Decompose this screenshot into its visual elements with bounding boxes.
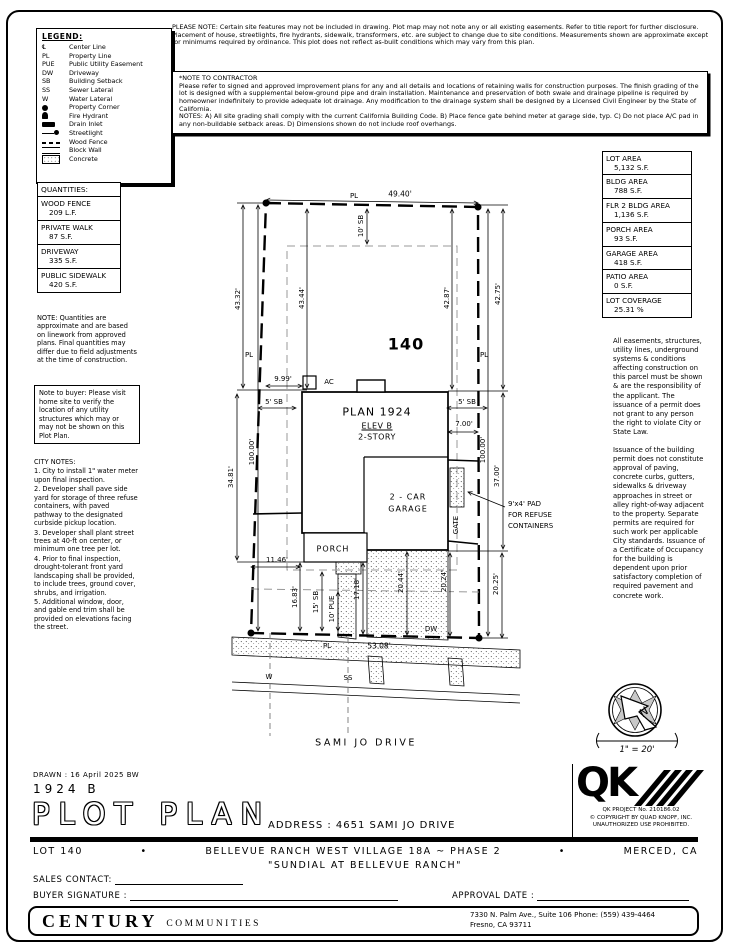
dim-left-outer: 43.32' bbox=[234, 288, 242, 310]
easement-note: All easements, structures, utility lines, underground systems & conditions affecting construction on this parcel must be shown & are the responsibility of the applicant. The issuance of a permit does not grant to any person the right to violate City or State Law. bbox=[613, 337, 703, 436]
dim-front-setback: 10' SB bbox=[357, 214, 365, 238]
centerline-symbol: ℄ bbox=[42, 43, 47, 52]
dim-rear-setback: 15' SB bbox=[312, 590, 320, 614]
area-row: GARAGE AREA 418 S.F. bbox=[602, 246, 692, 271]
north-arrow-icon bbox=[609, 684, 661, 736]
elevation-label: ELEV B bbox=[361, 421, 393, 431]
buyer-signature-line: BUYER SIGNATURE : bbox=[33, 891, 398, 901]
qk-logo: QK bbox=[576, 760, 635, 806]
garage-label-line1: 2 - CAR bbox=[389, 492, 427, 502]
bullet: • bbox=[140, 846, 148, 857]
lot-tract-line bbox=[33, 846, 698, 857]
dim-porch-to-pl: 16.83' bbox=[291, 586, 299, 608]
dim-right-inner: 42.87' bbox=[443, 287, 451, 309]
quantity-row: DRIVEWAY 335 S.F. bbox=[37, 244, 121, 269]
pl-label-left: PL bbox=[244, 351, 254, 359]
garage-label-line2: GARAGE bbox=[388, 504, 428, 514]
quantities-header: QUANTITIES: bbox=[37, 182, 121, 198]
lot-number: 140 bbox=[387, 334, 425, 354]
qk-project-number: QK PROJECT No. 210186.02 bbox=[602, 807, 680, 813]
area-row: PATIO AREA 0 S.F. bbox=[602, 269, 692, 294]
legend-item: ℄ Center Line bbox=[42, 43, 106, 52]
contractor-notes: NOTES: A) All site grading shall comply with the current California Building Code. B) Place fence gate behind meter at garage side, typ. C) Do not place A/C pad in any non-buildable setback areas. D) Dimensions shown do not include roof overhangs. bbox=[179, 112, 699, 129]
dim-side-setback-left: 5' SB bbox=[265, 398, 283, 406]
pl-label-bottom: PL bbox=[322, 642, 332, 650]
drawn-line: DRAWN : 16 April 2025 BW bbox=[33, 771, 140, 779]
setback-symbol: SB bbox=[42, 77, 51, 86]
property-line-symbol: PL bbox=[42, 51, 50, 60]
please-note-text: PLEASE NOTE: Certain site features may not be included in drawing. Plot map may not note any or all existing easements. Refer to title report for further disclosure. Placement of house, streetlights, fire hydrants, sidewalk, transformers, etc. are subject to change due to site conditions. Measurements shown are approximate except for minimums required by ordinance. This plot does not reflect as-built conditions which may vary from this plan. bbox=[172, 23, 709, 47]
dim-garage-side: 7.00' bbox=[455, 420, 473, 428]
sheet-title: PLOT PLAN bbox=[32, 797, 272, 831]
city-note-item: 3. Developer shall plant street trees at 40-ft on center, or minimum one tree per lot. bbox=[34, 528, 135, 554]
qk-copyright: © COPYRIGHT BY QUAD KNOPF, INC. bbox=[589, 814, 693, 821]
dim-garage-depth: 37.00' bbox=[493, 465, 501, 487]
sewer-lateral-label: SS bbox=[343, 674, 353, 682]
house-outline bbox=[302, 376, 448, 562]
plan-code: 1924 B bbox=[33, 782, 100, 796]
area-row: LOT COVERAGE 25.31 % bbox=[602, 293, 692, 318]
quantity-row: PUBLIC SIDEWALK 420 S.F. bbox=[37, 268, 121, 293]
legend-item: Drain Inlet bbox=[42, 120, 166, 129]
fire-hydrant-icon bbox=[42, 112, 48, 119]
permit-note: Issuance of the building permit does not constitute approval of paving, concrete curbs, gutters, sidewalks & driveway approaches in street or alley right-of-way adjacent to the property. Separate permits are required for such work per applicable City standards. Issuance of a Certificate of Occupancy for the building is dependent upon prior satisfactory completion of required pavement and concrete work. bbox=[613, 446, 705, 600]
qk-credits bbox=[578, 807, 704, 830]
contractor-title: *NOTE TO CONTRACTOR bbox=[179, 74, 258, 82]
legend-item: Block Wall bbox=[42, 146, 166, 155]
legend-item: SS Sewer Lateral bbox=[42, 85, 114, 94]
pue-symbol: PUE bbox=[42, 60, 55, 69]
legend-item: Wood Fence bbox=[42, 138, 166, 147]
refuse-pad-note-line3: CONTAINERS bbox=[508, 522, 554, 530]
city-notes-title: CITY NOTES: bbox=[34, 458, 76, 466]
area-table bbox=[602, 152, 692, 318]
legend-item: Streetlight bbox=[42, 129, 166, 138]
pl-label-top: PL bbox=[349, 192, 359, 200]
area-row: PORCH AREA 93 S.F. bbox=[602, 222, 692, 247]
legend-item: Concrete bbox=[42, 155, 166, 164]
lot-id: LOT 140 bbox=[33, 846, 83, 857]
scale-label: 1" = 20' bbox=[619, 745, 655, 755]
pl-label-right: PL bbox=[479, 351, 489, 359]
approval-date-line: APPROVAL DATE : bbox=[452, 891, 689, 901]
driveway-label: DW bbox=[424, 625, 438, 633]
buyer-signature-blank[interactable] bbox=[130, 892, 398, 901]
legend-item: Fire Hydrant bbox=[42, 112, 166, 121]
quantity-row: WOOD FENCE 209 L.F. bbox=[37, 196, 121, 221]
area-row: LOT AREA 5,132 S.F. bbox=[602, 151, 692, 176]
site-address: ADDRESS : 4651 SAMI JO DRIVE bbox=[268, 820, 456, 831]
builder-banner bbox=[28, 906, 699, 936]
title-rule bbox=[30, 837, 698, 842]
water-lateral-label: W bbox=[265, 673, 273, 681]
street-name: SAMI JO DRIVE bbox=[315, 737, 417, 749]
dim-driveway-left: 20.44' bbox=[397, 571, 405, 593]
dim-lot-depth-right: 100.00' bbox=[479, 436, 487, 464]
porch-label: PORCH bbox=[316, 544, 350, 554]
dim-ac-offset: 9.99' bbox=[274, 375, 292, 383]
refuse-arrow bbox=[468, 492, 505, 507]
area-row: FLR 2 BLDG AREA 1,136 S.F. bbox=[602, 198, 692, 223]
qk-unauthorized: UNAUTHORIZED USE PROHIBITED. bbox=[592, 822, 690, 829]
bullet: • bbox=[558, 846, 566, 857]
dim-driveway-right: 20.24' bbox=[440, 570, 448, 592]
builder-name: CENTURY bbox=[42, 910, 159, 931]
refuse-pad-note-line1: 9'x4' PAD bbox=[508, 500, 542, 508]
dim-house-depth: 34.81' bbox=[227, 466, 235, 488]
legend-item: DW Driveway bbox=[42, 68, 99, 77]
water-symbol: W bbox=[42, 94, 49, 103]
quantities-table bbox=[37, 183, 121, 293]
qk-logo-stripes bbox=[634, 770, 704, 806]
city-notes bbox=[34, 458, 138, 633]
dim-porch-offset: 11.46' bbox=[266, 556, 288, 564]
streetlight-icon bbox=[42, 129, 59, 137]
plan-number: PLAN 1924 bbox=[342, 405, 412, 419]
legend-item: PL Property Line bbox=[42, 51, 112, 60]
sales-contact-blank[interactable] bbox=[115, 876, 243, 885]
sales-contact-line: SALES CONTACT: bbox=[33, 875, 243, 885]
city-permit-notes bbox=[613, 337, 706, 610]
city-note-item: 1. City to install 1" water meter upon final inspection. bbox=[34, 467, 138, 484]
note-to-buyer: Note to buyer: Please visit home site to verify the location of any utility structures which may or may not be shown on this Plot Plan. bbox=[34, 385, 140, 444]
legend-item: Property Corner bbox=[42, 103, 166, 112]
legend-title: LEGEND: bbox=[42, 32, 83, 41]
builder-name-suffix: COMMUNITIES bbox=[166, 919, 261, 929]
concrete-icon bbox=[42, 155, 60, 164]
legend-item: W Water Lateral bbox=[42, 94, 113, 103]
dim-side-setback-right: 5' SB bbox=[458, 398, 476, 406]
drain-inlet-icon bbox=[42, 122, 55, 127]
block-wall-icon bbox=[42, 147, 60, 154]
city-note-item: 2. Developer shall pave side yard for storage of three refuse containers, with paved pathway to the designated curbside pickup location. bbox=[34, 485, 138, 528]
quantity-row: PRIVATE WALK 87 S.F. bbox=[37, 220, 121, 245]
driveway-symbol: DW bbox=[42, 68, 54, 77]
property-corner-icon bbox=[42, 105, 48, 111]
sewer-symbol: SS bbox=[42, 85, 51, 94]
city-note-item: 4. Prior to final inspection, drought-tolerant front yard landscaping shall be provided, to include trees, ground cover, shrubs, and irrigation. bbox=[34, 554, 136, 597]
city-note-item: 5. Additional window, door, and gable end trim shall be provided on elevations facing the street. bbox=[34, 598, 132, 632]
dim-left-inner: 43.44' bbox=[298, 287, 306, 309]
titleblock-divider bbox=[572, 764, 573, 837]
dim-top: 49.40' bbox=[388, 189, 412, 199]
story-label: 2-STORY bbox=[358, 432, 396, 442]
area-row: BLDG AREA 788 S.F. bbox=[602, 174, 692, 199]
street-lines bbox=[232, 682, 520, 703]
tract-name: BELLEVUE RANCH WEST VILLAGE 18A ~ PHASE 2 bbox=[205, 846, 502, 857]
refuse-pad-note-line2: FOR REFUSE bbox=[508, 511, 552, 519]
quantities-note: NOTE: Quantities are approximate and are based on linework from approved plans. Final quantities may differ due to field adjustments at the time of construction. bbox=[37, 314, 137, 365]
dim-bottom: 53.08' bbox=[367, 641, 391, 651]
dim-lot-depth-left: 100.00' bbox=[248, 438, 256, 466]
subdivision-name: "SUNDIAL AT BELLEVUE RANCH" bbox=[267, 860, 463, 871]
contractor-body: Please refer to signed and approved improvement plans for any and all details and locations of retaining walls for construction purposes. The finish grading of the lot is designed with a supplemental below-ground pipe and drain installation. Maintenance and preservation of both swale and drainage pipeline is required by homeowner indefinitely to provide adequate lot drainage. Any modification to the drainage system shall be designed by a Licensed Civil Engineer by the State of California. bbox=[179, 81, 699, 113]
ac-pad-label: AC bbox=[324, 378, 334, 386]
dim-garage-to-pl: 20.25' bbox=[492, 573, 500, 595]
gate-label: GATE bbox=[452, 515, 460, 535]
note-to-contractor bbox=[172, 71, 708, 134]
city-name: MERCED, CA bbox=[623, 846, 699, 857]
dim-pue: 10' PUE bbox=[328, 595, 336, 623]
legend-item: PUE Public Utility Easement bbox=[42, 60, 143, 69]
north-letter: N bbox=[636, 704, 652, 720]
legend bbox=[36, 28, 172, 184]
approval-date-blank[interactable] bbox=[537, 892, 689, 901]
wood-fence-icon bbox=[42, 142, 60, 144]
dim-walk-length: 17.18' bbox=[353, 578, 361, 600]
builder-address: 7330 N. Palm Ave., Suite 106 Phone: (559) 439-4464 Fresno, CA 93711 bbox=[470, 911, 656, 929]
dim-right-outer: 42.75' bbox=[494, 283, 502, 305]
legend-item: SB Building Setback bbox=[42, 77, 123, 86]
